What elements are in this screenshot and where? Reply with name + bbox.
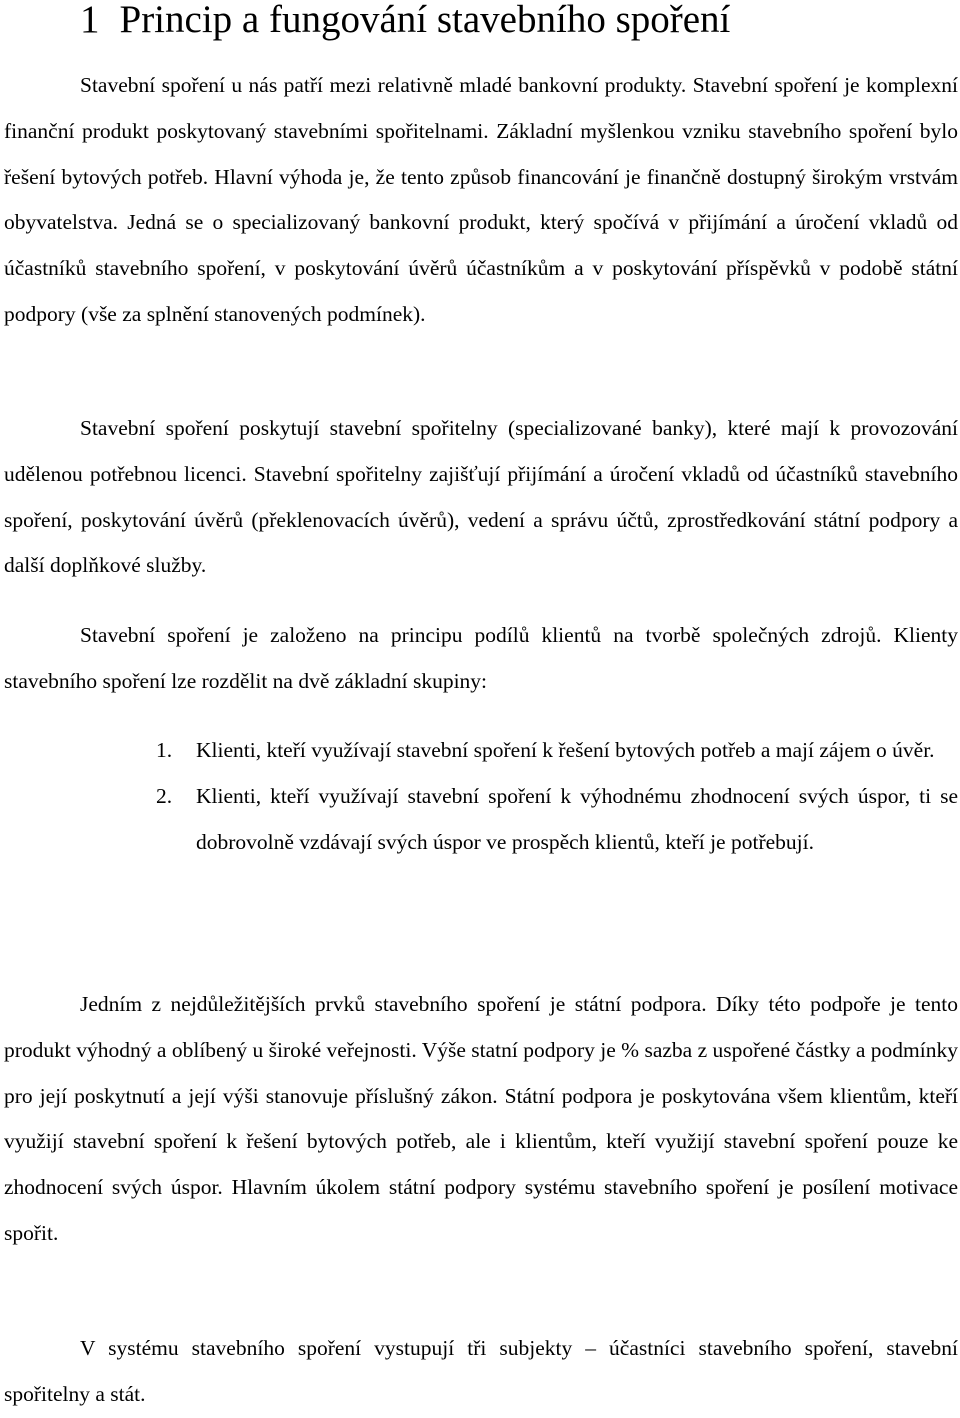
list-item-number: 2. <box>156 783 173 808</box>
list-item-text: Klienti, kteří využívají stavební spoření k řešení bytových potřeb a mají zájem o úvěr. <box>196 738 935 762</box>
paragraph-intro: Stavební spoření u nás patří mezi relativně mladé bankovní produkty. Stavební spoření je komplexní finanční produkt poskytovaný stavebními spořitelnami. Základní myšlenkou vzniku stavebního spoření bylo řešení bytových potřeb. Hlavní výhoda je, že tento způsob financování je finančně dostupný širokým vrstvám obyvatelstva. Jedná se o specializovaný bankovní produkt, který spočívá v přijímání a úročení vkladů od účastníků stavebního spoření, v poskytování úvěrů účastníkům a v poskytování příspěvků v podobě státní podpory (vše za splnění stanovených podmínek). <box>4 73 958 326</box>
client-groups-list <box>4 728 958 865</box>
list-item <box>4 728 958 774</box>
section-title: Princip a fungování stavebního spoření <box>119 0 731 41</box>
section-number: 1 <box>80 0 100 41</box>
paragraph-client-groups: Stavební spoření je založeno na principu podílů klientů na tvorbě společných zdrojů. Klienty stavebního spoření lze rozdělit na dvě základní skupiny: <box>4 623 958 693</box>
list-item-number: 1. <box>156 738 173 762</box>
paragraph-providers: Stavební spoření poskytují stavební spořitelny (specializované banky), které mají k provozování udělenou potřebnou licenci. Stavební spořitelny zajišťují přijímání a úročení vkladů od účastníků stavebního spoření, poskytování úvěrů (překlenovacích úvěrů), vedení a správu účtů, zprostředkování státní podpory a další doplňkové služby. <box>4 416 958 578</box>
list-item-text: Klienti, kteří využívají stavební spoření k výhodnému zhodnocení svých úspor, ti se dobrovolně vzdávají svých úspor ve prospěch klientů, kteří je potřebují. <box>196 783 958 854</box>
list-item <box>4 774 958 866</box>
paragraph-state-support: Jedním z nejdůležitějších prvků stavebního spoření je státní podpora. Díky této podpoře je tento produkt výhodný a oblíbený u široké veřejnosti. Výše statní podpory je % sazba z uspořené částky a podmínky pro její poskytnutí a její výši stanovuje příslušný zákon. Státní podpora je poskytována všem klientům, kteří využijí stavební spoření k řešení bytových potřeb, ale i klientům, kteří využijí stavební spoření pouze ke zhodnocení svých úspor. Hlavním úkolem státní podpory systému stavebního spoření je posílení motivace spořit. <box>4 992 958 1245</box>
section-heading <box>80 0 730 40</box>
paragraph-subjects: V systému stavebního spoření vystupují tři subjekty – účastníci stavebního spoření, stavební spořitelny a stát. <box>4 1336 958 1406</box>
